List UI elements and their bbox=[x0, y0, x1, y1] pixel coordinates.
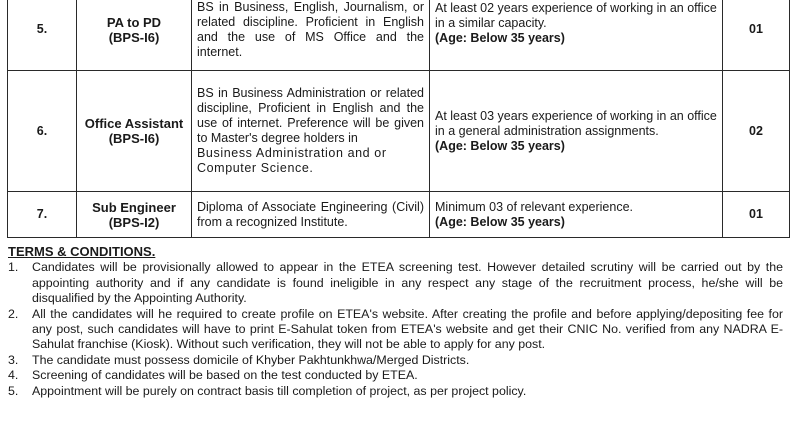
term-number: 3. bbox=[8, 352, 19, 367]
serial-number: 6. bbox=[8, 71, 77, 192]
post-cell bbox=[77, 192, 192, 238]
list-item bbox=[8, 260, 783, 306]
post-cell bbox=[77, 0, 192, 71]
qualification-text: Business Administration and or bbox=[197, 146, 387, 160]
table-row bbox=[8, 192, 790, 238]
post-title: PA to PD bbox=[106, 14, 162, 30]
seats-count: 01 bbox=[723, 192, 790, 238]
table-row bbox=[8, 0, 790, 71]
term-text: Candidates will be provisionally allowed to appear in the ETEA screening test. However detailed scrutiny will be carried out by the appointing authority and if any candidate is found ineligible in any respect any stage of the recruitment process, he/she will be disqualified by the Appointing Authority. bbox=[32, 260, 783, 306]
post-title: Office Assistant bbox=[84, 116, 184, 131]
experience-cell bbox=[430, 71, 723, 192]
experience-text: At least 03 years experience of working in an office in a general administration assignments. bbox=[435, 108, 717, 138]
serial-number: 7. bbox=[8, 192, 77, 238]
terms-heading: TERMS & CONDITIONS. bbox=[8, 244, 156, 259]
post-cell bbox=[77, 71, 192, 192]
experience-text: At least 02 years experience of working in an office in a similar capacity. bbox=[435, 1, 717, 30]
experience-cell bbox=[430, 192, 723, 238]
list-item bbox=[8, 353, 783, 368]
seats-count: 02 bbox=[723, 71, 790, 192]
term-text: All the candidates will he required to create profile on ETEA's website. After creating the profile and before applying/depositing fee for any post, such candidates will have to print E-Sahulat token from ETEA's website and get their CNIC No. verified from any NADRA E-Sahulat franchise (Kiosk). Without such verification, they will not be able to apply for any post. bbox=[32, 306, 783, 352]
term-text: The candidate must possess domicile of Khyber Pakhtunkhwa/Merged Districts. bbox=[32, 352, 470, 367]
term-text: Appointment will be purely on contract basis till completion of project, as per project policy. bbox=[32, 383, 527, 398]
post-title: Sub Engineer bbox=[92, 199, 176, 215]
list-item bbox=[8, 384, 783, 399]
serial-number: 5. bbox=[8, 0, 77, 71]
qualification-text: BS in Business Administration or related discipline, Proficient in English and the use of internet. Preference will be given to Master's degree holders in bbox=[197, 86, 424, 145]
term-number: 2. bbox=[8, 306, 19, 321]
term-text: Screening of candidates will be based on the test conducted by ETEA. bbox=[32, 368, 418, 383]
age-limit: (Age: Below 35 years) bbox=[435, 31, 565, 45]
terms-section bbox=[8, 244, 783, 399]
term-number: 1. bbox=[8, 260, 19, 275]
qualification-cell: BS in Business, English, Journalism, or related discipline. Proficient in English and the use of MS Office and the internet. bbox=[192, 0, 430, 71]
qualification-text: Computer Science. bbox=[197, 161, 314, 175]
age-limit: (Age: Below 35 years) bbox=[435, 138, 565, 153]
post-bps: (BPS-I6) bbox=[108, 29, 160, 45]
term-number: 4. bbox=[8, 368, 19, 383]
qualification-cell: Diploma of Associate Engineering (Civil) from a recognized Institute. bbox=[192, 192, 430, 238]
list-item bbox=[8, 368, 783, 383]
experience-text: Minimum 03 of relevant experience. bbox=[435, 199, 634, 214]
table-row bbox=[8, 71, 790, 192]
list-item bbox=[8, 307, 783, 353]
vacancy-table bbox=[7, 0, 790, 238]
qualification-cell bbox=[192, 71, 430, 192]
age-limit: (Age: Below 35 years) bbox=[435, 214, 565, 229]
post-bps: (BPS-I6) bbox=[108, 131, 160, 146]
seats-count: 01 bbox=[723, 0, 790, 71]
post-bps: (BPS-I2) bbox=[108, 214, 160, 230]
term-number: 5. bbox=[8, 383, 19, 398]
experience-cell bbox=[430, 0, 723, 71]
